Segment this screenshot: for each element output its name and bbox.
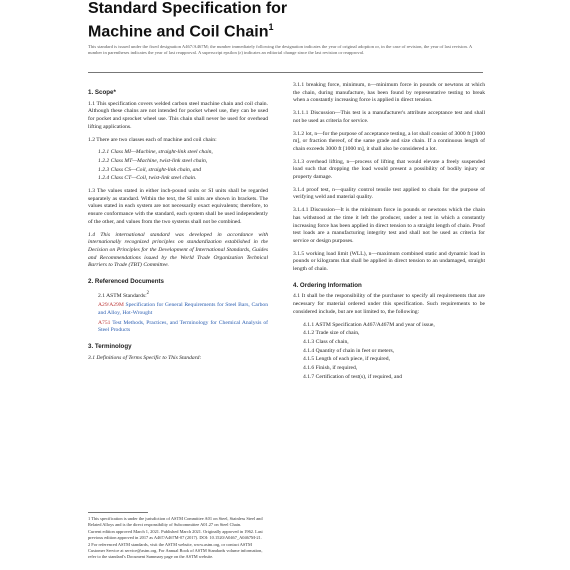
class-item: 1.2.1 Class MI—Machine, straight-link steel chain, <box>98 149 213 156</box>
ordering-item: 4.1.3 Class of chain, <box>303 338 349 345</box>
issuance-note: This standard is issued under the fixed designation A467/A467M; the number immediately following the designation indicates the year of original adoption or, in the case of revision, the year of last revision. A number in parentheses indicates the year of last reapproval. A superscript epsilon (ε) indicates an editorial change since the last revision or reapproval. <box>88 44 472 55</box>
right-column <box>293 82 485 383</box>
ordering-item: 4.1.5 Length of each piece, if required, <box>303 356 390 363</box>
class-item: 1.2.4 Class CT—Coil, twist-link steel chain. <box>98 175 197 182</box>
header-divider <box>88 72 483 73</box>
ordering-item: 4.1.2 Trade size of chain, <box>303 330 360 337</box>
section-heading-terminology: 3. Terminology <box>88 343 132 351</box>
footnote-edition: Current edition approved March 1, 2021. Published March 2021. Originally approved in 1962. Last previous edition approved in 2017 as A467/A467M-07 (2017). DOI: 10.1520/A0467_A0467M-21. <box>88 529 263 540</box>
title-line-2: Machine and Coil Chain$^1$ <box>88 22 274 41</box>
reference-item[interactable] <box>98 302 268 317</box>
ordering-item: 4.1.1 ASTM Specification A467/A467M and year of issue, <box>303 321 435 328</box>
refs-intro: 2.1 ASTM Standards:$^2$ <box>98 290 149 299</box>
ordering-item: 4.1.7 Certification of test(s), if required, and <box>303 373 403 380</box>
footnote-1: 1 This specification is under the jurisdiction of ASTM Committee A01 on Steel, Stainless Steel and Related Alloys and is the direct responsibility of Subcommittee A01.27 on Steel Chain. <box>88 516 263 527</box>
footnote-divider <box>88 512 148 513</box>
paragraph-1-4: 1.4 This international standard was developed in accordance with internationally recognized principles on standardization established in the Decision on Principles for the Development of International Standards, Guides and Recommendations issued by the World Trade Organization Technical Barriers to Trade (TBT) Committee. <box>88 231 268 269</box>
title-line-1: Standard Specification for <box>88 0 288 17</box>
paragraph-1-2: 1.2 There are two classes each of machine and coil chain: <box>88 136 217 143</box>
reference-code[interactable]: A29/A29M <box>98 302 124 309</box>
paragraph-4-1: 4.1 It shall be the responsibility of the purchaser to specify all requirements that are necessary for material ordered under this specification. Such requirements to be considered include, but are not limited to, the following: <box>293 293 485 315</box>
reference-code[interactable]: A751 <box>98 319 111 326</box>
footnotes <box>88 516 268 561</box>
ordering-item: 4.1.4 Quantity of chain in feet or meters, <box>303 347 395 354</box>
footnote-2: 2 For referenced ASTM standards, visit the ASTM website, www.astm.org, or contact ASTM Customer Service at service@astm.org. For Annual Book of ASTM Standards volume information, refer to the standard's Document Summary page on the ASTM website. <box>88 542 263 559</box>
class-list <box>88 149 268 183</box>
reference-item[interactable] <box>98 320 268 335</box>
discussion-proof-test: 3.1.4.1 Discussion—It is the minimum force in pounds or newtons which the chain has withstood at the time it left the producer, under a test in which a constantly increasing force has been applied in direct tension to a straight length of chain. Proof test loads are a manufacturing integrity test and shall not be used as criteria for service or design purposes. <box>293 207 485 244</box>
definition-lot: 3.1.2 lot, n—for the purpose of acceptance testing, a lot shall consist of 3000 ft [1000 m], or fraction thereof, of the same grade and size chain. If a continuous length of chain exceeds 3000 ft [1000 m], it shall also be considered a lot. <box>293 130 485 152</box>
class-item: 1.2.2 Class MT—Machine, twist-link steel chain, <box>98 157 208 164</box>
document-title <box>88 0 287 41</box>
paragraph-1-3: 1.3 The values stated in either inch-pound units or SI units shall be regarded separately as standard. Within the text, the SI units are shown in brackets. The values stated in each system are not necessarily exact equivalents; therefore, to ensure conformance with the standard, each system shall be used independently of the other, and values from the two systems shall not be combined. <box>88 188 268 225</box>
section-heading-ordering-information: 4. Ordering Information <box>293 281 362 289</box>
definition-breaking-force: 3.1.1 breaking force, minimum, n—minimum force in pounds or newtons at which the chain, during manufacture, has been found by representative testing to break when a constantly increasing force is applied in direct tension. <box>293 82 485 104</box>
class-item: 1.2.3 Class CS—Coil, straight-link chain, and <box>98 166 202 173</box>
terminology-intro: 3.1 Definitions of Terms Specific to This Standard: <box>88 354 202 361</box>
reference-title[interactable]: Specification for General Requirements for Steel Bars, Carbon and Alloy, Hot-Wrought <box>98 302 268 317</box>
section-heading-scope: 1. Scope* <box>88 89 116 96</box>
reference-title[interactable]: Test Methods, Practices, and Terminology for Chemical Analysis of Steel Products <box>98 319 268 334</box>
title-footnote-mark: 1 <box>268 22 274 32</box>
section-heading-referenced-documents: 2. Referenced Documents <box>88 278 164 286</box>
left-column <box>88 82 268 368</box>
definition-working-load-limit: 3.1.5 working load limit (WLL), n—maximum combined static and dynamic load in pounds or kilograms that shall be applied in direct tension to an undamaged, straight length of chain. <box>293 250 485 273</box>
definition-overhead-lifting: 3.1.3 overhead lifting, n—process of lifting that would elevate a freely suspended load such that dropping the load would present a possibility of bodily injury or property damage. <box>293 158 485 181</box>
refs-footnote-mark: 2 <box>146 290 149 296</box>
ordering-item: 4.1.6 Finish, if required, <box>303 365 358 372</box>
definition-proof-test: 3.1.4 proof test, n—quality control tensile test applied to chain for the purpose of verifying weld and material quality. <box>293 186 485 201</box>
discussion-breaking-force: 3.1.1.1 Discussion—This test is a manufacturer's attribute acceptance test and shall not be used as criteria for service. <box>293 110 485 124</box>
paragraph-1-1: 1.1 This specification covers welded carbon steel machine chain and coil chain. Although these chains are not intended for pocket wheel use, they can be used for pocket and sprocket wheel use. This chain shall never be used for overhead lifting applications. <box>88 100 268 130</box>
ordering-list <box>293 322 485 382</box>
